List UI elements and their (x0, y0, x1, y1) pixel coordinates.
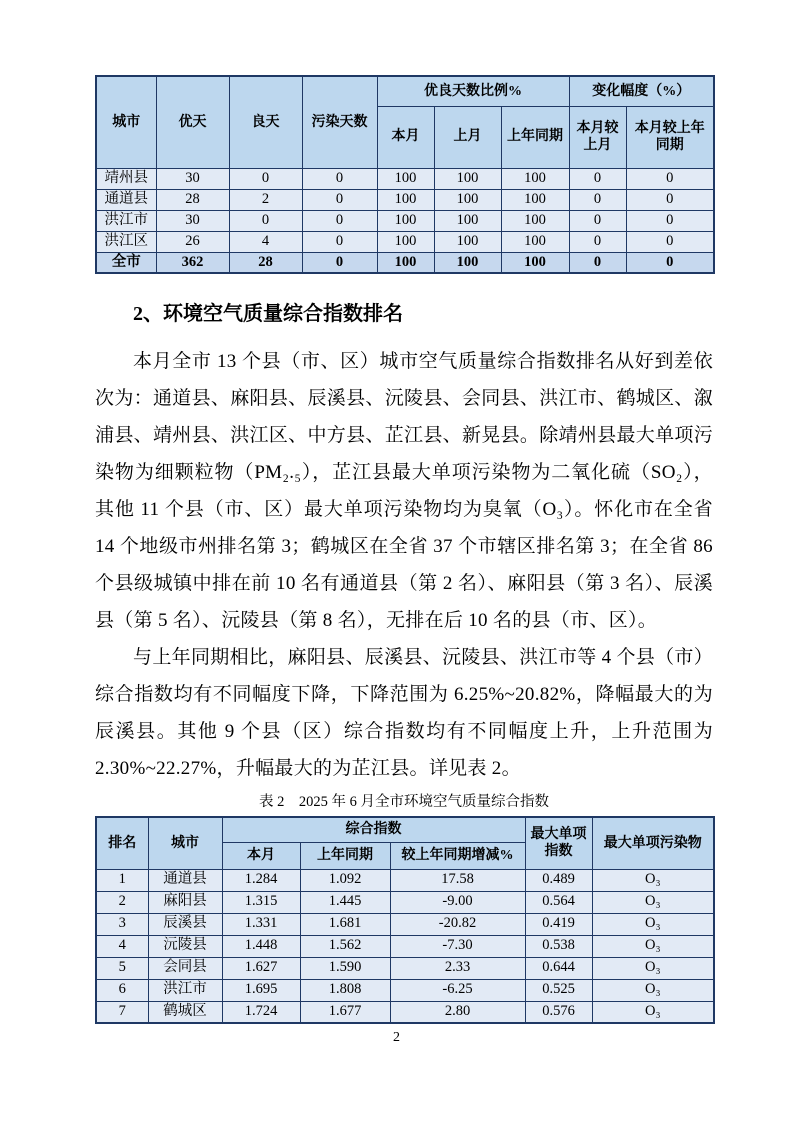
table-cell: 100 (377, 252, 434, 273)
table-cell: 0 (626, 252, 714, 273)
table-cell: 0.644 (525, 957, 592, 979)
page-content (95, 75, 713, 1024)
table-cell: 0 (229, 168, 302, 189)
table-cell: 麻阳县 (148, 891, 222, 913)
col-header-city: 城市 (96, 76, 156, 168)
table-cell: 7 (96, 1001, 148, 1023)
table-row (96, 231, 714, 252)
table-row (96, 913, 714, 935)
table-cell: 30 (156, 210, 229, 231)
table1-header (96, 76, 714, 168)
table-cell: 1.677 (300, 1001, 390, 1023)
table-cell: 1.681 (300, 913, 390, 935)
table-cell: O₃ (592, 979, 714, 1001)
table-row (96, 891, 714, 913)
table-cell: 鹤城区 (148, 1001, 222, 1023)
table-cell: -20.82 (390, 913, 525, 935)
table-cell: 1.092 (300, 869, 390, 891)
table-cell: 沅陵县 (148, 935, 222, 957)
table-cell: 靖州县 (96, 168, 156, 189)
table-cell: O₃ (592, 1001, 714, 1023)
table-cell: 4 (96, 935, 148, 957)
col-group-good-ratio: 优良天数比例% (377, 76, 569, 106)
section-heading: 2、环境空气质量综合指数排名 (133, 303, 403, 325)
table2-caption: 表 2 2025 年 6 月全市环境空气质量综合指数 (259, 794, 549, 810)
table-cell: 0 (229, 210, 302, 231)
table-cell: 辰溪县 (148, 913, 222, 935)
col-header-rank: 排名 (96, 817, 148, 869)
table-cell: 0 (302, 168, 377, 189)
paragraph-comparison: 与上年同期相比，麻阳县、辰溪县、沅陵县、洪江市等 4 个县（市）综合指数均有不同幅度下降，下降范围为 6.25%~20.82%，降幅最大的为辰溪县。其他 9 个县（区）综合指数均有不同幅度上升，上升范围为 2.30%~22.27%，升幅最大的为芷江县。详见表 2。 (95, 647, 713, 779)
table-cell: 0 (302, 189, 377, 210)
table-cell: 1.808 (300, 979, 390, 1001)
col-header-vs-last-year: 本月较上年同期 (626, 106, 714, 168)
table-cell: 0 (626, 189, 714, 210)
table-cell: 1.331 (222, 913, 300, 935)
table-row (96, 957, 714, 979)
table-cell: 2 (229, 189, 302, 210)
table-cell: 3 (96, 913, 148, 935)
table-cell: 0 (569, 252, 626, 273)
table-cell: 100 (434, 252, 501, 273)
col-header-this-month: 本月 (377, 106, 434, 168)
table-cell: 1.315 (222, 891, 300, 913)
table-cell: 0.419 (525, 913, 592, 935)
table-cell: 100 (501, 168, 569, 189)
col-group-change: 变化幅度（%） (569, 76, 714, 106)
table-cell: 0.576 (525, 1001, 592, 1023)
table-cell: O₃ (592, 869, 714, 891)
table-cell: 0 (569, 168, 626, 189)
col-header-polluted-days: 污染天数 (302, 76, 377, 168)
table-cell: 100 (501, 210, 569, 231)
table-cell: 28 (156, 189, 229, 210)
table-cell: 1.284 (222, 869, 300, 891)
table-cell: 洪江区 (96, 231, 156, 252)
col-group-composite-index: 综合指数 (222, 817, 525, 842)
table-cell: 1 (96, 869, 148, 891)
table-cell: O₃ (592, 935, 714, 957)
col-header-good-days: 良天 (229, 76, 302, 168)
table-cell: 1.590 (300, 957, 390, 979)
table-cell: 1.695 (222, 979, 300, 1001)
table-cell: 100 (434, 210, 501, 231)
table-row (96, 935, 714, 957)
table-cell: 1.724 (222, 1001, 300, 1023)
table-cell: 6 (96, 979, 148, 1001)
table-cell: 0 (569, 189, 626, 210)
col-header-vs-last-month: 本月较上月 (569, 106, 626, 168)
table1-body (96, 168, 714, 252)
table-cell: O₃ (592, 913, 714, 935)
table-cell: 26 (156, 231, 229, 252)
table-cell: 0 (302, 252, 377, 273)
col-header-max-single-index: 最大单项指数 (525, 817, 592, 869)
table-cell: 全市 (96, 252, 156, 273)
table-cell: 100 (377, 231, 434, 252)
excellent-days-table (95, 75, 715, 274)
table-cell: 0 (302, 231, 377, 252)
table-cell: 100 (377, 168, 434, 189)
table-cell: 362 (156, 252, 229, 273)
table-cell: 0.538 (525, 935, 592, 957)
table-cell: -9.00 (390, 891, 525, 913)
table-cell: 1.562 (300, 935, 390, 957)
col-header-this-month: 本月 (222, 842, 300, 869)
col-header-change-pct: 较上年同期增减% (390, 842, 525, 869)
table-cell: 0 (569, 210, 626, 231)
table-cell: O₃ (592, 891, 714, 913)
page-number: 2 (393, 1030, 400, 1045)
table-cell: O₃ (592, 957, 714, 979)
table-row (96, 979, 714, 1001)
composite-index-table (95, 816, 715, 1024)
table-cell: 通道县 (148, 869, 222, 891)
table-cell: 1.445 (300, 891, 390, 913)
table-cell: 会同县 (148, 957, 222, 979)
table-cell: 100 (377, 189, 434, 210)
table-row (96, 252, 714, 273)
table-cell: 洪江市 (96, 210, 156, 231)
table2-body (96, 869, 714, 1023)
table-cell: 0 (626, 210, 714, 231)
table-cell: 0 (569, 231, 626, 252)
table-row (96, 168, 714, 189)
col-header-same-period: 上年同期 (501, 106, 569, 168)
table-cell: 1.627 (222, 957, 300, 979)
table1-total (96, 252, 714, 273)
col-header-city: 城市 (148, 817, 222, 869)
table-row (96, 869, 714, 891)
table-cell: 30 (156, 168, 229, 189)
table-cell: -6.25 (390, 979, 525, 1001)
table-cell: 2.33 (390, 957, 525, 979)
col-header-same-period: 上年同期 (300, 842, 390, 869)
table-cell: 0 (626, 231, 714, 252)
col-header-last-month: 上月 (434, 106, 501, 168)
table2-header (96, 817, 714, 869)
table-cell: 0.489 (525, 869, 592, 891)
table-cell: 28 (229, 252, 302, 273)
col-header-excellent-days: 优天 (156, 76, 229, 168)
table-cell: 2.80 (390, 1001, 525, 1023)
table-cell: 100 (434, 231, 501, 252)
table-cell: 通道县 (96, 189, 156, 210)
table-row (96, 189, 714, 210)
table-cell: 100 (501, 252, 569, 273)
table-cell: 17.58 (390, 869, 525, 891)
table-cell: 100 (501, 189, 569, 210)
table-cell: 0.564 (525, 891, 592, 913)
table-cell: 4 (229, 231, 302, 252)
table-cell: 0 (302, 210, 377, 231)
table-cell: 洪江市 (148, 979, 222, 1001)
table-cell: 100 (501, 231, 569, 252)
table-cell: 100 (434, 189, 501, 210)
table-cell: 2 (96, 891, 148, 913)
table-cell: 5 (96, 957, 148, 979)
table-cell: -7.30 (390, 935, 525, 957)
table-cell: 0 (626, 168, 714, 189)
table-cell: 0.525 (525, 979, 592, 1001)
table-row (96, 1001, 714, 1023)
table-cell: 100 (377, 210, 434, 231)
col-header-max-single-pollutant: 最大单项污染物 (592, 817, 714, 869)
paragraph-ranking: 本月全市 13 个县（市、区）城市空气质量综合指数排名从好到差依次为：通道县、麻阳县、辰溪县、沅陵县、会同县、洪江市、鹤城区、溆浦县、靖州县、洪江区、中方县、芷江县、新晃县。除靖州县最大单项污染物为细颗粒物（PM₂.₅），芷江县最大单项污染物为二氧化硫（SO₂），其他 11 个县（市、区）最大单项污染物均为臭氧（O₃）。怀化市在全省 14 个地级市州排名第 3；鹤城区在全省 37 个市辖区排名第 3；在全省 86 个县级城镇中排在前 10 名有通道县（第 2 名）、麻阳县（第 3 名）、辰溪县（第 5 名）、沅陵县（第 8 名），无排在后 10 名的县（市、区）。 (95, 351, 713, 631)
table-cell: 1.448 (222, 935, 300, 957)
table-cell: 100 (434, 168, 501, 189)
table-row (96, 210, 714, 231)
